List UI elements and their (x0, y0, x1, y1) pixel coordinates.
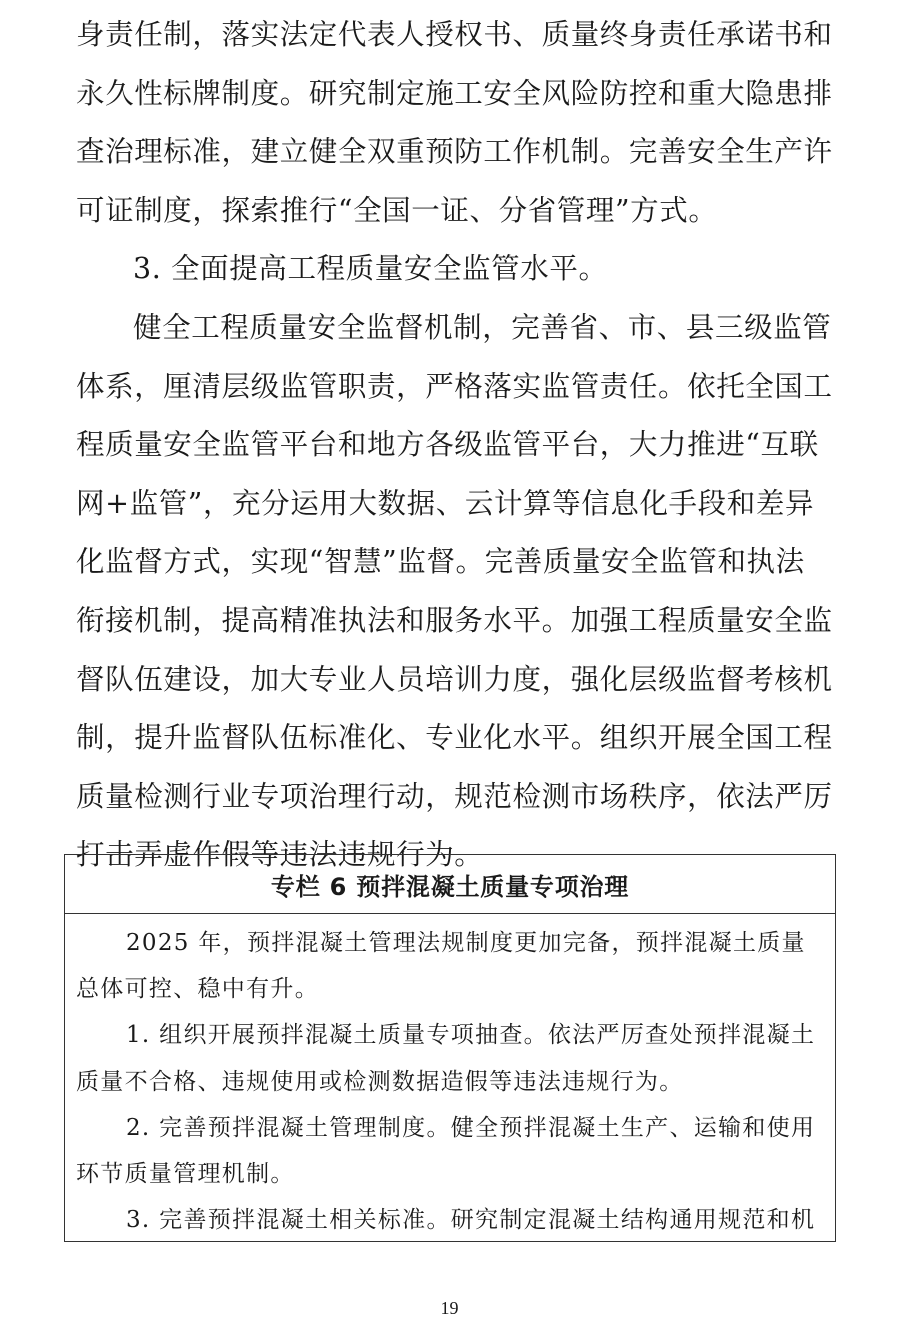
paragraph-line: 健全工程质量安全监督机制，完善省、市、县三级监管 (133, 310, 832, 344)
box-line: 质量不合格、违规使用或检测数据造假等违法违规行为。 (76, 1068, 684, 1095)
page-number: 19 (440, 1298, 459, 1318)
paragraph-line: 查治理标准，建立健全双重预防工作机制。完善安全生产许 (76, 135, 833, 169)
paragraph-line: 可证制度，探索推行“全国一证、分省管理”方式。 (76, 193, 718, 227)
paragraph-line: 化监督方式，实现“智慧”监督。完善质量安全监管和执法 (76, 545, 805, 579)
paragraph-line: 网+监管”，充分运用大数据、云计算等信息化手段和差异 (76, 486, 815, 520)
box-line: 2025 年，预拌混凝土管理法规制度更加完备，预拌混凝土质量 (126, 930, 806, 956)
box-title: 专栏 6 预拌混凝土质量专项治理 (65, 855, 835, 914)
box-line: 环节质量管理机制。 (76, 1160, 295, 1187)
box-line: 总体可控、稳中有升。 (76, 976, 319, 1003)
paragraph-line: 衔接机制，提高精准执法和服务水平。加强工程质量安全监 (76, 603, 833, 637)
special-column-box (64, 854, 836, 1242)
paragraph-line: 体系，厘清层级监管职责，严格落实监管责任。依托全国工 (76, 369, 833, 403)
paragraph-line: 程质量安全监管平台和地方各级监管平台，大力推进“互联 (76, 428, 819, 462)
paragraph-line: 身责任制，落实法定代表人授权书、质量终身责任承诺书和 (76, 18, 833, 51)
box-line: 1. 组织开展预拌混凝土质量专项抽查。依法严厉查处预拌混凝土 (126, 1022, 816, 1049)
paragraph-line: 督队伍建设，加大专业人员培训力度，强化层级监督考核机 (76, 662, 833, 696)
box-body (65, 914, 835, 1243)
paragraph-line: 制，提升监督队伍标准化、专业化水平。组织开展全国工程 (76, 721, 833, 755)
paragraph-line: 永久性标牌制度。研究制定施工安全风险防控和重大隐患排 (76, 76, 833, 110)
box-line: 2. 完善预拌混凝土管理制度。健全预拌混凝土生产、运输和使用 (126, 1114, 816, 1141)
paragraph-line: 打击弄虚作假等违法违规行为。 (76, 838, 484, 872)
paragraph-line: 质量检测行业专项治理行动，规范检测市场秩序，依法严厉 (76, 779, 833, 813)
body-text (76, 6, 834, 885)
section-heading: 3. 全面提高工程质量安全监管水平。 (133, 252, 608, 286)
box-line: 3. 完善预拌混凝土相关标准。研究制定混凝土结构通用规范和机 (126, 1207, 816, 1234)
